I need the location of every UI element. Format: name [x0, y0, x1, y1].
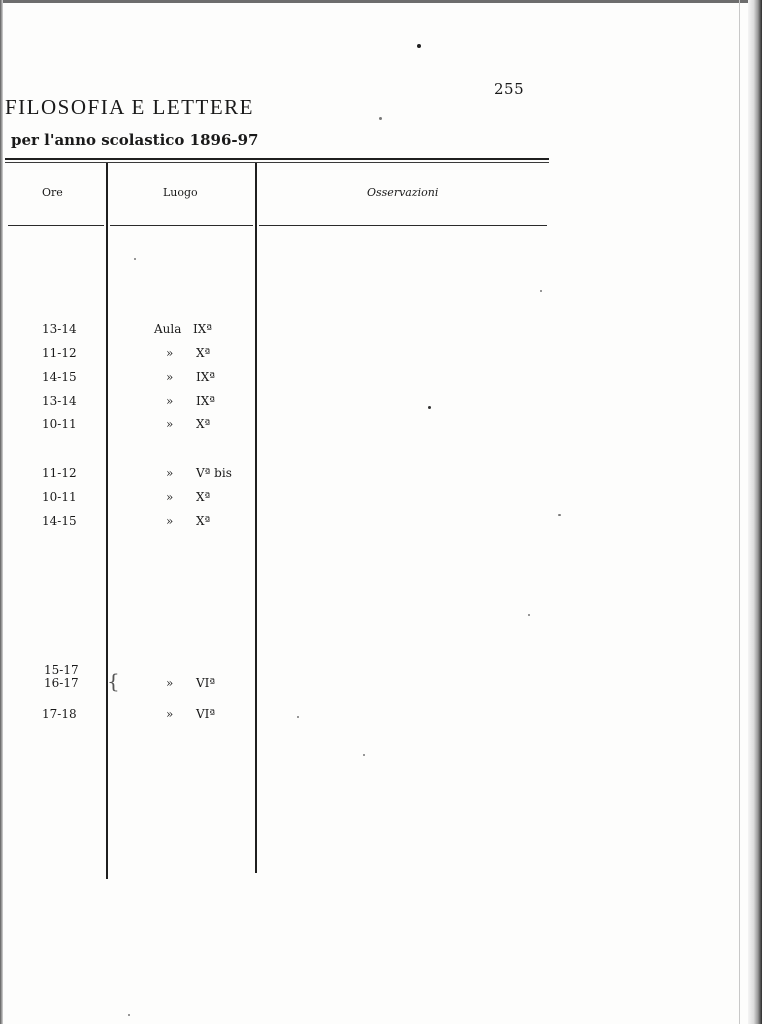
header-rule-thin [5, 162, 549, 163]
cell-luogo-ditto: » [166, 346, 174, 360]
cell-luogo-prefix: Aula [154, 322, 182, 336]
cell-ore: 13-14 [42, 322, 77, 336]
column-header-osservazioni: Osservazioni [367, 186, 439, 199]
table-row [0, 346, 300, 362]
cell-luogo-ditto: » [166, 707, 174, 721]
header-rule-thick [5, 158, 549, 160]
column-header-ore: Ore [42, 186, 63, 199]
cell-ore: 17-18 [42, 707, 77, 721]
cell-ore: 10-11 [42, 417, 77, 431]
cell-ore-first: 15-17 [44, 663, 79, 677]
cell-ore: 11-12 [42, 346, 77, 360]
speck [128, 1014, 130, 1016]
cell-luogo-room: Xª [196, 417, 211, 431]
table-row [0, 466, 300, 482]
speck [558, 514, 561, 516]
cell-luogo-room: Xª [196, 490, 211, 504]
scan-right-edge [748, 0, 762, 1024]
page-number: 255 [494, 80, 525, 98]
cell-luogo-room: Xª [196, 514, 211, 528]
scan-left-edge [0, 0, 3, 1024]
cell-luogo-ditto: » [166, 514, 174, 528]
column-header-luogo: Luogo [163, 186, 198, 199]
cell-luogo-ditto: » [166, 676, 174, 690]
brace-mark: { [107, 669, 120, 693]
table-row [0, 370, 300, 386]
cell-ore: 14-15 [42, 370, 77, 384]
table-row [0, 322, 300, 338]
column-header-rule-ore [8, 225, 104, 226]
cell-luogo-room: Vª bis [196, 466, 232, 480]
cell-luogo-room: IXª [196, 370, 215, 384]
table-row [0, 490, 300, 506]
table-row [0, 676, 300, 692]
column-header-rule-osservazioni [259, 225, 547, 226]
cell-ore-second: 16-17 [44, 676, 79, 690]
speck [297, 716, 299, 718]
cell-luogo-room: Xª [196, 346, 211, 360]
cell-ore: 13-14 [42, 394, 77, 408]
cell-luogo-room: VIª [196, 707, 216, 721]
table-row [0, 394, 300, 410]
speck [540, 290, 542, 292]
page-title: FILOSOFIA E LETTERE [5, 95, 254, 119]
table-row [0, 417, 300, 433]
speck [363, 754, 365, 756]
table-row [0, 514, 300, 530]
cell-ore: 11-12 [42, 466, 77, 480]
scan-right-margin-line [739, 0, 740, 1024]
cell-luogo-room: VIª [196, 676, 216, 690]
speck [134, 258, 136, 260]
scan-top-edge [0, 0, 762, 3]
table-row [0, 707, 300, 723]
cell-luogo-ditto: » [166, 370, 174, 384]
cell-luogo-room: IXª [193, 322, 212, 336]
speck [379, 117, 382, 120]
column-header-rule-luogo [110, 225, 253, 226]
cell-luogo-ditto: » [166, 394, 174, 408]
cell-luogo-ditto: » [166, 490, 174, 504]
cell-ore: 14-15 [42, 514, 77, 528]
speck [428, 406, 431, 409]
cell-luogo-ditto: » [166, 466, 174, 480]
cell-luogo-ditto: » [166, 417, 174, 431]
page-subtitle: per l'anno scolastico 1896-97 [11, 131, 259, 149]
cell-luogo-room: IXª [196, 394, 215, 408]
speck [528, 614, 530, 616]
cell-ore: 10-11 [42, 490, 77, 504]
speck [417, 44, 421, 48]
